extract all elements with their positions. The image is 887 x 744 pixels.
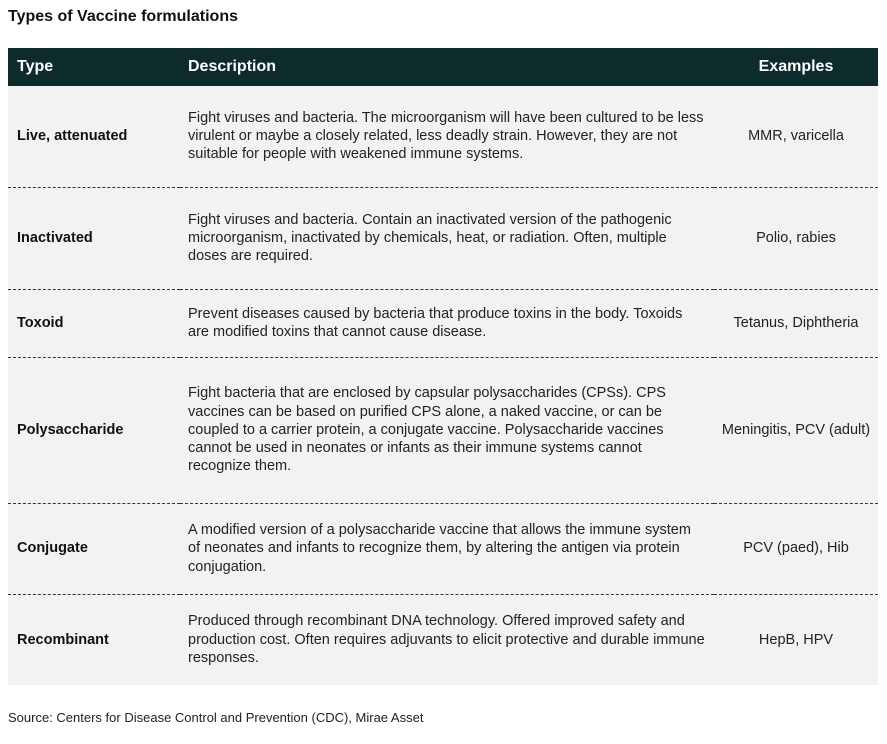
table-row-conjugate — [8, 503, 878, 594]
type-cell: Toxoid — [8, 289, 180, 357]
examples-cell: Tetanus, Diphtheria — [714, 289, 878, 357]
type-cell: Recombinant — [8, 594, 180, 685]
vaccine-table-container — [8, 48, 878, 685]
examples-cell: Meningitis, PCV (adult) — [714, 357, 878, 503]
examples-cell: HepB, HPV — [714, 594, 878, 685]
table-row-polysaccharide — [8, 357, 878, 503]
description-cell: Fight viruses and bacteria. The microorganism will have been cultured to be less virulent or maybe a closely related, less deadly strain. However, they are not suitable for people with weakened immune systems. — [180, 86, 714, 187]
description-cell: Fight bacteria that are enclosed by capsular polysaccharides (CPSs). CPS vaccines can be based on purified CPS alone, a naked vaccine, or can be coupled to a carrier protein, a conjugate vaccine. Polysaccharide vaccines cannot be used in neonates or infants as their immune systems cannot recognize them. — [180, 357, 714, 503]
source-note: Source: Centers for Disease Control and Prevention (CDC), Mirae Asset — [8, 710, 424, 725]
description-cell: Prevent diseases caused by bacteria that produce toxins in the body. Toxoids are modified toxins that cannot cause disease. — [180, 289, 714, 357]
type-cell: Conjugate — [8, 503, 180, 594]
table-row-recombinant — [8, 594, 878, 685]
table-header-row — [8, 48, 878, 86]
description-cell: A modified version of a polysaccharide vaccine that allows the immune system of neonates and infants to recognize them, by altering the antigen via protein conjugation. — [180, 503, 714, 594]
table-row-inactivated — [8, 187, 878, 289]
examples-cell: Polio, rabies — [714, 187, 878, 289]
header-examples: Examples — [714, 48, 878, 86]
description-cell: Fight viruses and bacteria. Contain an inactivated version of the pathogenic microorganism, inactivated by chemicals, heat, or radiation. Often, multiple doses are required. — [180, 187, 714, 289]
type-cell: Live, attenuated — [8, 86, 180, 187]
header-type: Type — [8, 48, 180, 86]
examples-cell: MMR, varicella — [714, 86, 878, 187]
vaccine-formulations-table — [8, 48, 878, 685]
type-cell: Inactivated — [8, 187, 180, 289]
description-cell: Produced through recombinant DNA technology. Offered improved safety and production cost. Often requires adjuvants to elicit protective and durable immune responses. — [180, 594, 714, 685]
table-row-live-attenuated — [8, 86, 878, 187]
header-description: Description — [180, 48, 714, 86]
page-title: Types of Vaccine formulations — [8, 8, 238, 25]
examples-cell: PCV (paed), Hib — [714, 503, 878, 594]
table-row-toxoid — [8, 289, 878, 357]
type-cell: Polysaccharide — [8, 357, 180, 503]
